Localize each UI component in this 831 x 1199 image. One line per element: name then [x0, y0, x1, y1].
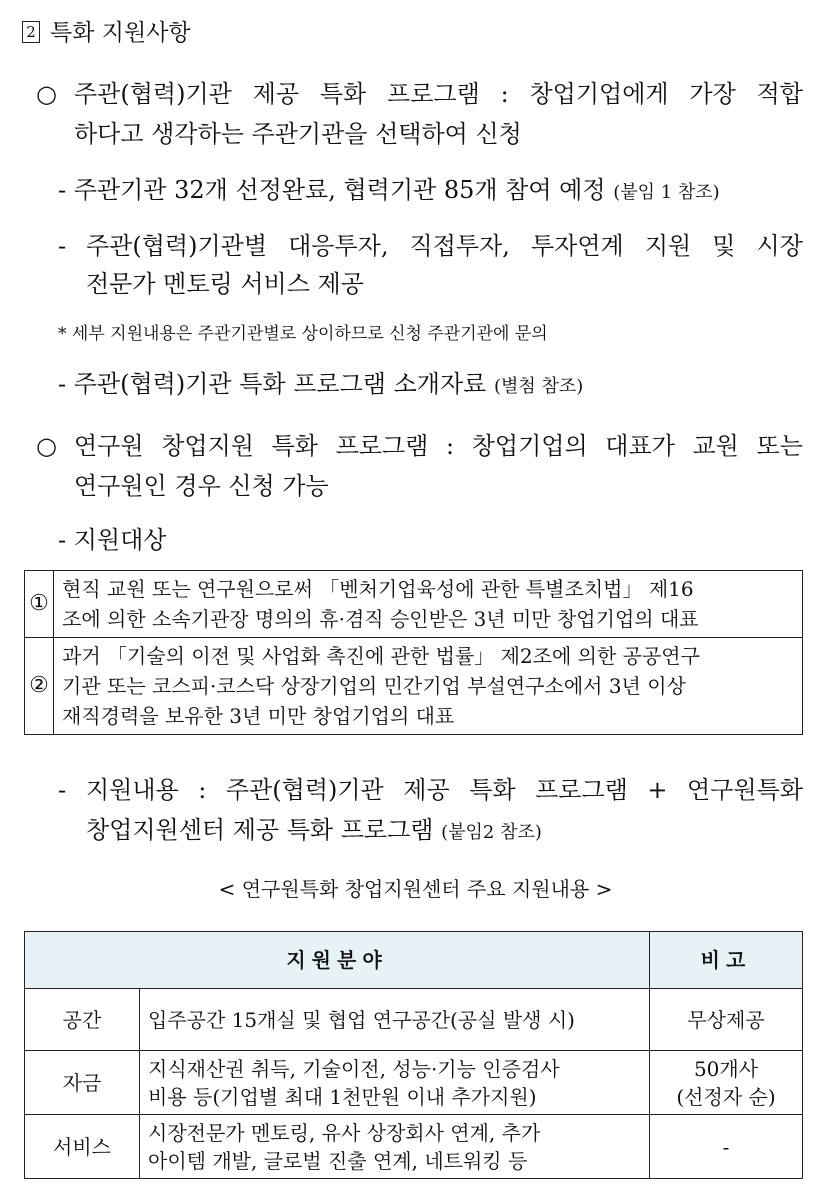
table-row — [25, 989, 803, 1051]
row-remark: - — [650, 1115, 803, 1179]
eligibility-table — [24, 570, 803, 735]
row-content: 시장전문가 멘토링, 유사 상장회사 연계, 추가 아이템 개발, 글로벌 진출 연계, 네트워킹 등 — [140, 1115, 650, 1179]
footnote: * 세부 지원내용은 주관기관별로 상이하므로 신청 주관기관에 문의 — [58, 324, 548, 344]
row-remark: 무상제공 — [650, 989, 803, 1051]
dash-1-note: (붙임 1 참조) — [613, 182, 720, 203]
section-number: 2 — [22, 21, 40, 43]
row-index: ② — [25, 638, 54, 735]
dash-5-line-2: 창업지원센터 제공 특화 프로그램 (붙임2 참조) — [86, 816, 542, 844]
bullet-1-line-2: 하다고 생각하는 주관기관을 선택하여 신청 — [74, 120, 522, 148]
table-row — [25, 1051, 803, 1115]
row-content: 현직 교원 또는 연구원으로써 「벤처기업육성에 관한 특별조치법」 제16 조에 의한 소속기관장 명의의 휴·겸직 승인받은 3년 미만 창업기업의 대표 — [54, 571, 803, 638]
row-category: 서비스 — [25, 1115, 140, 1179]
dash-5-line-1: 지원내용 : 주관(협력)기관 제공 특화 프로그램 + 연구원특화 — [86, 776, 803, 804]
dash-4: - 지원대상 — [58, 526, 167, 554]
table-row — [25, 571, 803, 638]
bullet-1-marker: ○ — [36, 80, 57, 108]
row-category: 자금 — [25, 1051, 140, 1115]
row-content: 입주공간 15개실 및 협업 연구공간(공실 발생 시) — [140, 989, 650, 1051]
row-remark: 50개사 (선정자 순) — [650, 1051, 803, 1115]
bullet-2-line-1: 연구원 창업지원 특화 프로그램 : 창업기업의 대표가 교원 또는 — [74, 432, 803, 460]
row-index: ① — [25, 571, 54, 638]
header-field: 지원분야 — [25, 932, 650, 989]
table-row — [25, 1115, 803, 1179]
dash-2-line-1: 주관(협력)기관별 대응투자, 직접투자, 투자연계 지원 및 시장 — [86, 232, 803, 260]
table-row — [25, 638, 803, 735]
dash-2-line-2: 전문가 멘토링 서비스 제공 — [86, 270, 364, 298]
section-heading — [22, 14, 191, 47]
bullet-1-line-1: 주관(협력)기관 제공 특화 프로그램 : 창업기업에게 가장 적합 — [74, 80, 803, 108]
row-content: 지식재산권 취득, 기술이전, 성능·기능 인증검사 비용 등(기업별 최대 1천만원 이내 추가지원) — [140, 1051, 650, 1115]
bullet-2-line-2: 연구원인 경우 신청 가능 — [74, 472, 329, 500]
row-category: 공간 — [25, 989, 140, 1051]
section-title: 특화 지원사항 — [50, 20, 191, 46]
header-remark: 비고 — [650, 932, 803, 989]
dash-2-marker: - — [58, 232, 67, 260]
dash-5-note: (붙임2 참조) — [441, 822, 542, 843]
bullet-2-marker: ○ — [36, 432, 57, 460]
table-caption: < 연구원특화 창업지원센터 주요 지원내용 > — [218, 877, 613, 901]
row-content: 과거 「기술의 이전 및 사업화 촉진에 관한 법률」 제2조에 의한 공공연구 기관 또는 코스피·코스닥 상장기업의 민간기업 부설연구소에서 3년 이상 재직경력을 보유한 3년 미만 창업기업의 대표 — [54, 638, 803, 735]
support-table — [24, 931, 803, 1179]
table-header-row — [25, 932, 803, 989]
dash-5-marker: - — [58, 776, 67, 804]
dash-3: - 주관(협력)기관 특화 프로그램 소개자료 (별첨 참조) — [58, 370, 584, 398]
dash-3-note: (별첨 참조) — [493, 376, 584, 397]
dash-1: - 주관기관 32개 선정완료, 협력기관 85개 참여 예정 (붙임 1 참조) — [58, 176, 720, 204]
